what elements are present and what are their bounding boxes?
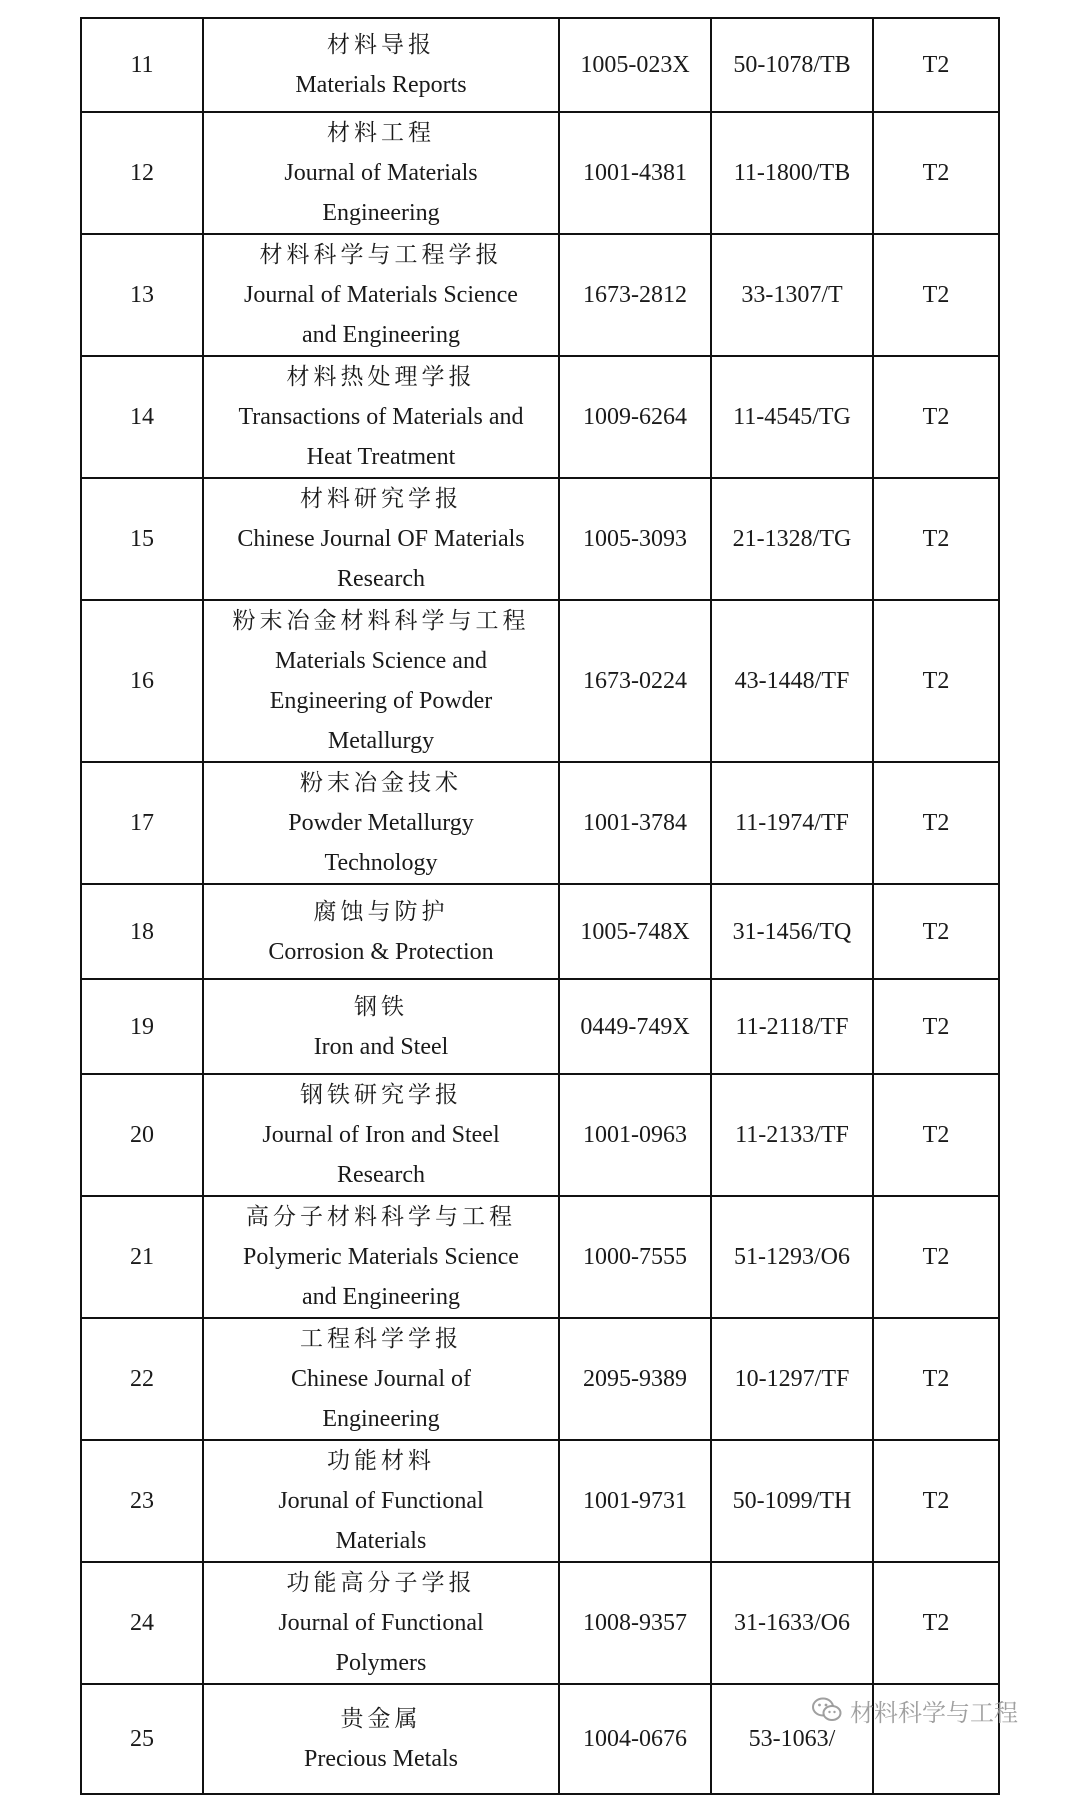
journal-name-en-line: Journal of Iron and Steel [262,1122,500,1148]
journal-name-cell [203,112,559,234]
journal-name-cn: 材料研究学报 [300,486,462,512]
journal-name-cell [203,1196,559,1318]
tier-cell: T2 [873,600,999,762]
journal-table [80,17,1000,1795]
journal-name-en-line: Transactions of Materials and [238,404,524,430]
cn-code-cell: 11-1800/TB [711,112,873,234]
row-number: 14 [81,356,203,478]
tier-cell: T2 [873,112,999,234]
journal-name-en-line: Research [337,1162,425,1188]
journal-name-cn: 钢铁 [354,993,408,1020]
journal-name-cn: 功能材料 [327,1448,435,1474]
journal-name-en-line: Metallurgy [327,728,435,754]
row-number: 20 [81,1074,203,1196]
journal-name-cn: 腐蚀与防护 [313,898,449,925]
cn-code-cell: 33-1307/T [711,234,873,356]
row-number: 18 [81,884,203,979]
tier-cell: T2 [873,356,999,478]
row-number: 13 [81,234,203,356]
row-number: 24 [81,1562,203,1684]
cn-code-cell: 50-1099/TH [711,1440,873,1562]
journal-name-cell [203,478,559,600]
journal-name-en-line: Journal of Materials [284,160,478,186]
issn-cell: 1009-6264 [559,356,711,478]
cn-code-cell: 11-4545/TG [711,356,873,478]
journal-name-cn: 钢铁研究学报 [300,1082,462,1108]
journal-name-en-line: Iron and Steel [313,1033,449,1060]
table-row [81,234,999,356]
row-number: 19 [81,979,203,1074]
row-number: 11 [81,18,203,112]
cn-code-cell: 53-1063/ [711,1684,873,1794]
issn-cell: 1001-0963 [559,1074,711,1196]
row-number: 12 [81,112,203,234]
journal-name-en-line: Chinese Journal of [291,1366,471,1392]
tier-cell: T2 [873,762,999,884]
tier-cell: T2 [873,1440,999,1562]
journal-name-cell [203,234,559,356]
watermark [812,1690,1018,1730]
journal-name-en-line: Heat Treatment [306,444,456,470]
tier-cell: T2 [873,1562,999,1684]
issn-cell: 1005-023X [559,18,711,112]
table-row [81,478,999,600]
journal-name-cell [203,1440,559,1562]
cn-code-cell: 31-1456/TQ [711,884,873,979]
table-row [81,112,999,234]
cn-code-cell: 11-2133/TF [711,1074,873,1196]
tier-cell: T2 [873,478,999,600]
cn-code-cell: 11-2118/TF [711,979,873,1074]
tier-cell: T2 [873,18,999,112]
journal-name-en-line: Powder Metallurgy [288,810,474,836]
issn-cell: 1000-7555 [559,1196,711,1318]
journal-name-cell [203,1684,559,1794]
table-row [81,979,999,1074]
tier-cell: T2 [873,979,999,1074]
journal-name-en-line: Chinese Journal OF Materials [237,526,525,552]
journal-name-en-line: Materials Reports [295,72,467,98]
journal-name-en-line: Materials [335,1528,427,1554]
journal-name-en-line: and Engineering [302,1284,460,1310]
table-row [81,884,999,979]
table-row [81,762,999,884]
table-row [81,18,999,112]
journal-name-cn: 材料导报 [327,32,435,58]
row-number: 22 [81,1318,203,1440]
journal-name-en-line: Journal of Functional [278,1610,484,1636]
row-number: 21 [81,1196,203,1318]
journal-name-en-line: Materials Science and [275,648,487,674]
journal-name-en-line: and Engineering [302,322,460,348]
cn-code-cell: 21-1328/TG [711,478,873,600]
issn-cell: 1001-3784 [559,762,711,884]
cn-code-cell: 10-1297/TF [711,1318,873,1440]
journal-name-cn: 粉末冶金材料科学与工程 [232,608,530,634]
issn-cell: 1005-748X [559,884,711,979]
issn-cell: 1008-9357 [559,1562,711,1684]
journal-name-cell [203,884,559,979]
journal-name-cn: 贵金属 [340,1706,422,1732]
journal-name-en-line: Precious Metals [304,1746,458,1772]
journal-name-en-line: Polymers [335,1650,427,1676]
issn-cell: 1001-9731 [559,1440,711,1562]
journal-name-en-line: Research [337,566,425,592]
journal-name-cell [203,600,559,762]
watermark-text: 材料科学与工程 [850,1698,1018,1727]
journal-name-cell [203,1318,559,1440]
table-row [81,356,999,478]
issn-cell: 1004-0676 [559,1684,711,1794]
row-number: 15 [81,478,203,600]
cn-code-cell: 50-1078/TB [711,18,873,112]
issn-cell: 1001-4381 [559,112,711,234]
issn-cell: 1673-0224 [559,600,711,762]
table-row [81,1074,999,1196]
journal-name-en-line: Engineering of Powder [269,688,493,714]
cn-code-cell: 51-1293/O6 [711,1196,873,1318]
tier-cell: T2 [873,1318,999,1440]
journal-name-cn: 材料热处理学报 [286,364,476,390]
wechat-icon [812,1697,842,1723]
journal-name-cell [203,1562,559,1684]
journal-name-en-line: Technology [324,850,438,876]
tier-cell: T2 [873,1196,999,1318]
row-number: 25 [81,1684,203,1794]
row-number: 17 [81,762,203,884]
tier-cell: T2 [873,884,999,979]
row-number: 23 [81,1440,203,1562]
journal-name-cn: 材料工程 [327,120,435,146]
issn-cell: 1005-3093 [559,478,711,600]
issn-cell: 0449-749X [559,979,711,1074]
tier-cell: T2 [873,234,999,356]
cn-code-cell: 43-1448/TF [711,600,873,762]
cn-code-cell: 31-1633/O6 [711,1562,873,1684]
journal-name-cell [203,356,559,478]
journal-name-cn: 粉末冶金技术 [300,770,462,796]
table-row [81,1196,999,1318]
table-row [81,1562,999,1684]
journal-name-cn: 功能高分子学报 [286,1570,476,1596]
journal-name-cell [203,1074,559,1196]
journal-name-cn: 高分子材料科学与工程 [246,1204,516,1230]
journal-name-en-line: Engineering [322,200,440,226]
journal-name-cn: 材料科学与工程学报 [259,242,503,268]
row-number: 16 [81,600,203,762]
journal-name-cell [203,18,559,112]
cn-code-cell: 11-1974/TF [711,762,873,884]
journal-name-en-line: Corrosion & Protection [268,938,494,965]
issn-cell: 1673-2812 [559,234,711,356]
journal-name-en-line: Polymeric Materials Science [243,1244,519,1270]
table-row [81,1318,999,1440]
journal-name-en-line: Engineering [322,1406,440,1432]
table-row [81,600,999,762]
journal-name-cn: 工程科学学报 [300,1326,462,1352]
journal-name-cell [203,762,559,884]
table-body [81,18,999,1794]
journal-name-en-line: Journal of Materials Science [244,282,518,308]
journal-name-en-line: Jorunal of Functional [278,1488,484,1514]
table-row [81,1440,999,1562]
tier-cell: T2 [873,1074,999,1196]
issn-cell: 2095-9389 [559,1318,711,1440]
journal-name-cell [203,979,559,1074]
